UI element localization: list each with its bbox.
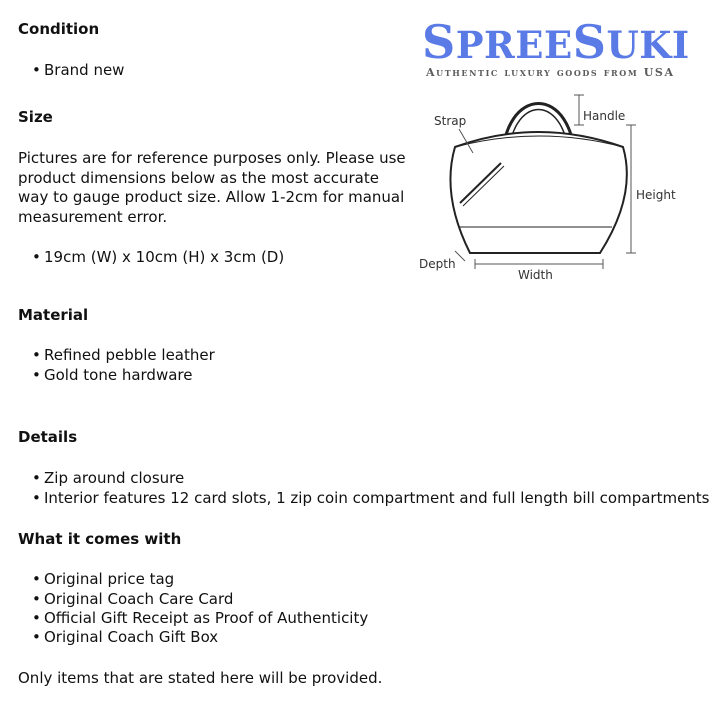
list-item: • Original price tag [44,570,174,590]
list-item: • Original Coach Gift Box [44,628,218,648]
list-item: • Refined pebble leather [44,346,215,366]
handle-label: Handle [583,109,626,123]
list-item: • Original Coach Care Card [44,590,233,610]
size-heading: Size [18,108,53,126]
list-item: • Gold tone hardware [44,366,192,386]
handbag-dimensions-diagram [405,85,705,295]
width-label: Width [518,268,553,282]
list-item: • Brand new [44,61,124,81]
details-heading: Details [18,428,78,446]
list-item: • Interior features 12 card slots, 1 zip coin compartment and full length bill compartments [44,489,710,509]
brand-name: SPREESUKI [422,15,690,69]
condition-heading: Condition [18,20,100,38]
spreesuki-logo [422,14,718,84]
brand-tagline: Authentic luxury goods from USA [426,66,675,79]
size-note: Pictures are for reference purposes only. Please use product dimensions below as the most accurate way to gauge product size. Allow 1-2cm for manual measurement error. [18,149,406,226]
footer-note: Only items that are stated here will be provided. [18,669,383,687]
list-item: • Zip around closure [44,469,184,489]
list-item: • 19cm (W) x 10cm (H) x 3cm (D) [44,248,284,268]
material-heading: Material [18,306,89,324]
comes-with-heading: What it comes with [18,530,182,548]
list-item: • Official Gift Receipt as Proof of Authenticity [44,609,368,629]
depth-label: Depth [419,257,456,271]
strap-label: Strap [434,114,467,128]
height-label: Height [636,188,676,202]
